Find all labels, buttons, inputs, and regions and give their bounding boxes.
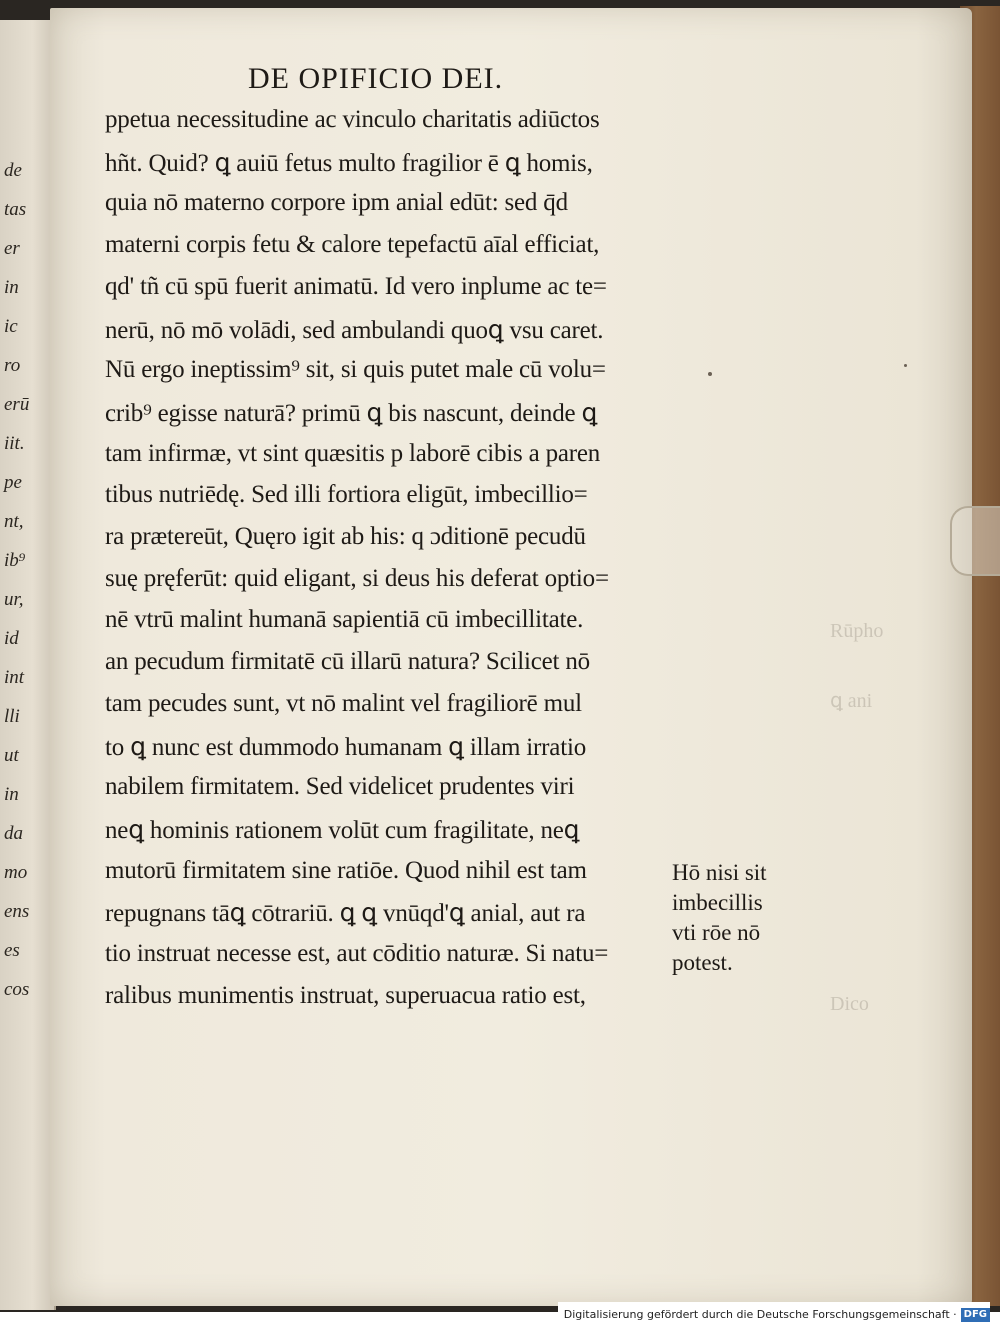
left-page-fragment: int bbox=[4, 667, 25, 688]
text-line: quia nō materno corpore ipm anial edūt: sed q̄d bbox=[105, 189, 568, 217]
text-line: hñt. Quid? ꝗ auiū fetus multo fragilior ē ꝗ homis, bbox=[105, 149, 593, 177]
text-line: ppetua necessitudine ac vinculo charitatis adiūctos bbox=[105, 106, 600, 133]
margin-note-line: vti rōe nō bbox=[672, 920, 761, 945]
left-page-fragment: ib⁹ bbox=[4, 550, 26, 571]
margin-note-line: imbecillis bbox=[672, 890, 763, 915]
text-line: suę pręferūt: quid eligant, si deus his deferat optio= bbox=[105, 564, 609, 592]
text-line: an pecudum firmitatē cū illarū natura? Scilicet nō bbox=[105, 648, 590, 676]
left-page-fragment: de bbox=[4, 160, 22, 181]
left-page-fragment: ut bbox=[4, 745, 19, 766]
text-line: mutorū firmitatem sine ratiōe. Quod nihil est tam bbox=[105, 856, 587, 884]
text-line: nerū, nō mō volādi, sed ambulandi quoꝗ vsu caret. bbox=[105, 316, 604, 344]
text-line: Nū ergo ineptissim⁹ sit, si quis putet male cū volu= bbox=[105, 356, 606, 384]
text-line: tam infirmæ, vt sint quæsitis p laborē cibis a paren bbox=[105, 439, 601, 467]
left-page-fragment: er bbox=[4, 238, 20, 259]
text-line: materni corpis fetu & calore tepefactū aīal efficiat, bbox=[105, 231, 600, 259]
text-line: repugnans tāꝗ cōtrariū. ꝗ ꝗ vnūqd'ꝗ anial, aut ra bbox=[105, 900, 586, 928]
left-page-fragment: ur, bbox=[4, 589, 24, 610]
left-page-fragment: pe bbox=[4, 472, 22, 493]
margin-note-line: potest. bbox=[672, 950, 733, 975]
left-page-fragment: mo bbox=[4, 862, 28, 883]
clip-tab bbox=[950, 506, 1000, 576]
show-through-text: Rūpho bbox=[830, 620, 884, 642]
left-page-fragment: tas bbox=[4, 199, 27, 220]
left-page-fragment: ens bbox=[4, 901, 30, 922]
text-line: ra prætereūt, Quęro igit ab his: q ɔditionē pecudū bbox=[105, 523, 586, 550]
left-page-fragment: in bbox=[4, 277, 19, 298]
text-line: nē vtrū malint humanā sapientiā cū imbecillitate. bbox=[105, 606, 584, 634]
left-page-fragment: ic bbox=[4, 316, 18, 337]
running-header: DE OPIFICIO DEI. bbox=[248, 62, 504, 95]
footer-text: Digitalisierung gefördert durch die Deutsche Forschungsgemeinschaft · bbox=[563, 1308, 957, 1321]
text-line: ralibus munimentis instruat, superuacua ratio est, bbox=[105, 981, 586, 1009]
left-page-fragment: es bbox=[4, 940, 20, 961]
left-page-fragment: nt, bbox=[4, 511, 24, 532]
text-line: neꝗ hominis rationem volūt cum fragilitate, neꝗ bbox=[105, 816, 580, 844]
text-line: qd' tñ cū spū fuerit animatū. Id vero inplume ac te= bbox=[105, 272, 607, 300]
left-page-fragment: ro bbox=[4, 355, 21, 376]
left-page-fragment: in bbox=[4, 784, 19, 805]
dfg-logo: DFG bbox=[961, 1308, 990, 1322]
left-page-fragment: iit. bbox=[4, 433, 25, 454]
show-through-text: ꝗ ani bbox=[830, 690, 873, 712]
text-line: nabilem firmitatem. Sed videlicet prudentes viri bbox=[105, 773, 575, 801]
left-page-fragment: da bbox=[4, 823, 23, 844]
show-through-text: Dico bbox=[830, 993, 869, 1015]
text-line: crib⁹ egisse naturā? primū ꝗ bis nascunt, deinde ꝗ bbox=[105, 399, 598, 427]
margin-note-line: Hō nisi sit bbox=[672, 860, 767, 885]
left-page-fragment: id bbox=[4, 628, 19, 649]
text-line: tibus nutriēdę. Sed illi fortiora eligūt, imbecillio= bbox=[105, 481, 588, 509]
left-page-edge bbox=[0, 20, 56, 1310]
text-line: tio instruat necesse est, aut cōditio naturæ. Si natu= bbox=[105, 940, 609, 967]
text-line: tam pecudes sunt, vt nō malint vel fragiliorē mul bbox=[105, 689, 582, 717]
dfg-credit bbox=[558, 1302, 990, 1328]
left-page-fragment: cos bbox=[4, 979, 30, 1000]
paper-speck bbox=[708, 372, 712, 376]
left-page-fragment: erū bbox=[4, 394, 30, 415]
paper-speck bbox=[904, 364, 907, 367]
text-line: to ꝗ nunc est dummodo humanam ꝗ illam irratio bbox=[105, 733, 586, 761]
left-page-fragment: lli bbox=[4, 706, 20, 727]
